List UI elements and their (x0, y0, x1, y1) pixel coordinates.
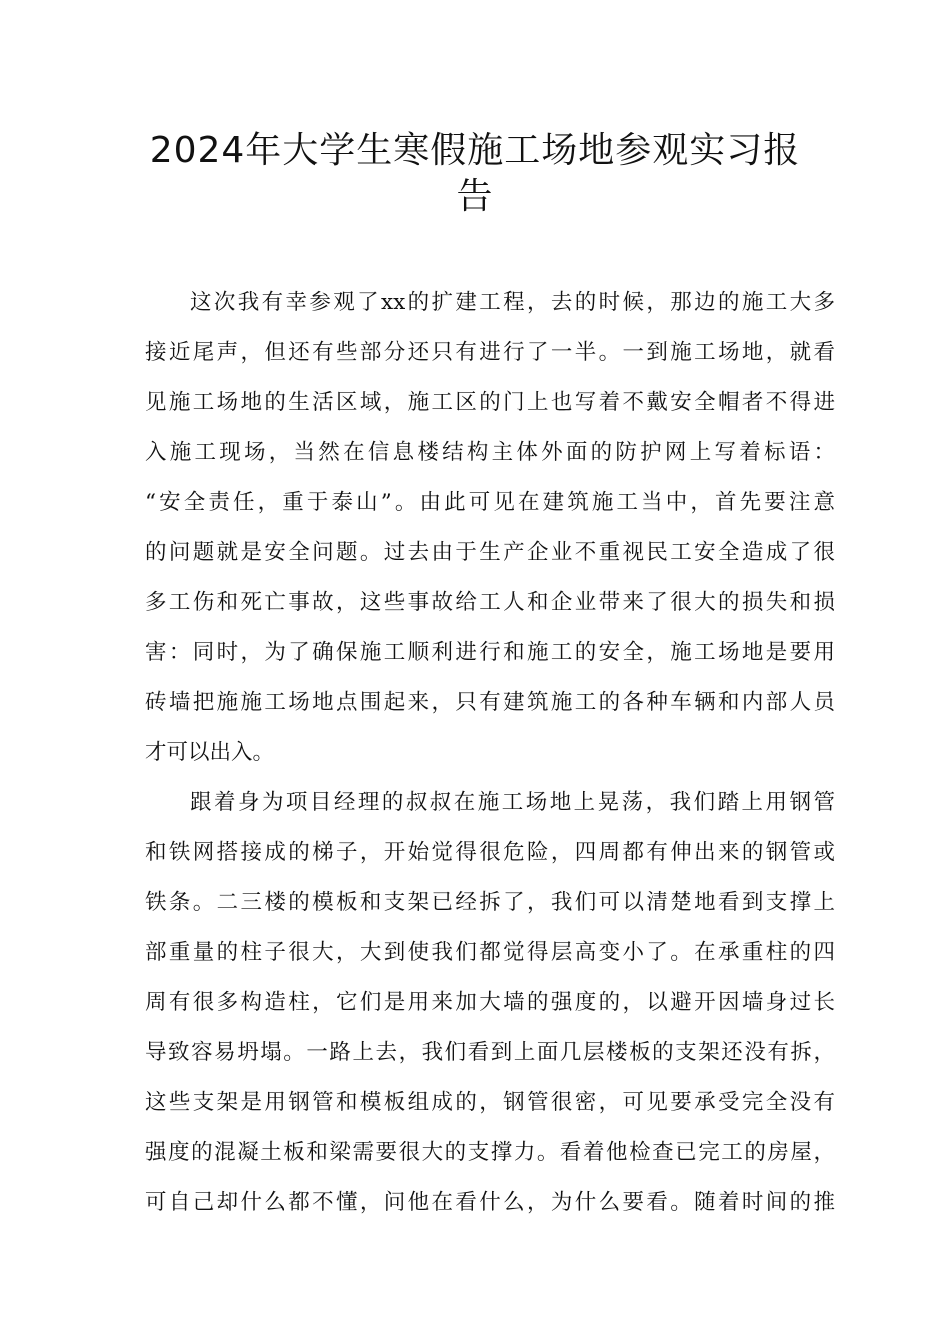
paragraph-line: 周有很多构造柱，它们是用来加大墙的强度的，以避开因墙身过长 (145, 990, 835, 1015)
paragraph-line: 接近尾声，但还有些部分还只有进行了一半。一到施工场地，就看 (145, 340, 835, 365)
paragraph-line: 和铁网搭接成的梯子，开始觉得很危险，四周都有伸出来的钢管或 (145, 840, 835, 865)
paragraph-line: 害：同时，为了确保施工顺利进行和施工的安全，施工场地是要用 (145, 640, 835, 665)
paragraph-line: “安全责任，重于泰山”。由此可见在建筑施工当中，首先要注意 (145, 490, 835, 515)
paragraph-line: 可自己却什么都不懂，问他在看什么，为什么要看。随着时间的推 (145, 1190, 835, 1215)
title-line-2: 告 (456, 176, 494, 217)
paragraph-line: 这次我有幸参观了xx的扩建工程，去的时候，那边的施工大多 (190, 290, 835, 315)
document-body (145, 278, 835, 1228)
paragraph-line: 见施工场地的生活区域，施工区的门上也写着不戴安全帽者不得进 (145, 390, 835, 415)
paragraph-line: 才可以出入。 (145, 740, 275, 765)
paragraph-line: 这些支架是用钢管和模板组成的，钢管很密，可见要承受完全没有 (145, 1090, 835, 1115)
title-line-1: 2024年大学生寒假施工场地参观实习报 (149, 130, 801, 171)
paragraph-line: 导致容易坍塌。一路上去，我们看到上面几层楼板的支架还没有拆， (145, 1040, 835, 1065)
paragraph-line: 入施工现场，当然在信息楼结构主体外面的防护网上写着标语： (145, 440, 835, 465)
paragraph-1 (145, 278, 835, 778)
document-title (140, 128, 810, 220)
paragraph-line: 跟着身为项目经理的叔叔在施工场地上晃荡，我们踏上用钢管 (190, 790, 835, 815)
paragraph-line: 部重量的柱子很大，大到使我们都觉得层高变小了。在承重柱的四 (145, 940, 835, 965)
paragraph-line: 强度的混凝土板和梁需要很大的支撑力。看着他检查已完工的房屋， (145, 1140, 835, 1165)
paragraph-line: 砖墙把施施工场地点围起来，只有建筑施工的各种车辆和内部人员 (145, 690, 835, 715)
paragraph-line: 铁条。二三楼的模板和支架已经拆了，我们可以清楚地看到支撑上 (145, 890, 835, 915)
paragraph-line: 多工伤和死亡事故，这些事故给工人和企业带来了很大的损失和损 (145, 590, 835, 615)
paragraph-2 (145, 778, 835, 1228)
paragraph-line: 的问题就是安全问题。过去由于生产企业不重视民工安全造成了很 (145, 540, 835, 565)
